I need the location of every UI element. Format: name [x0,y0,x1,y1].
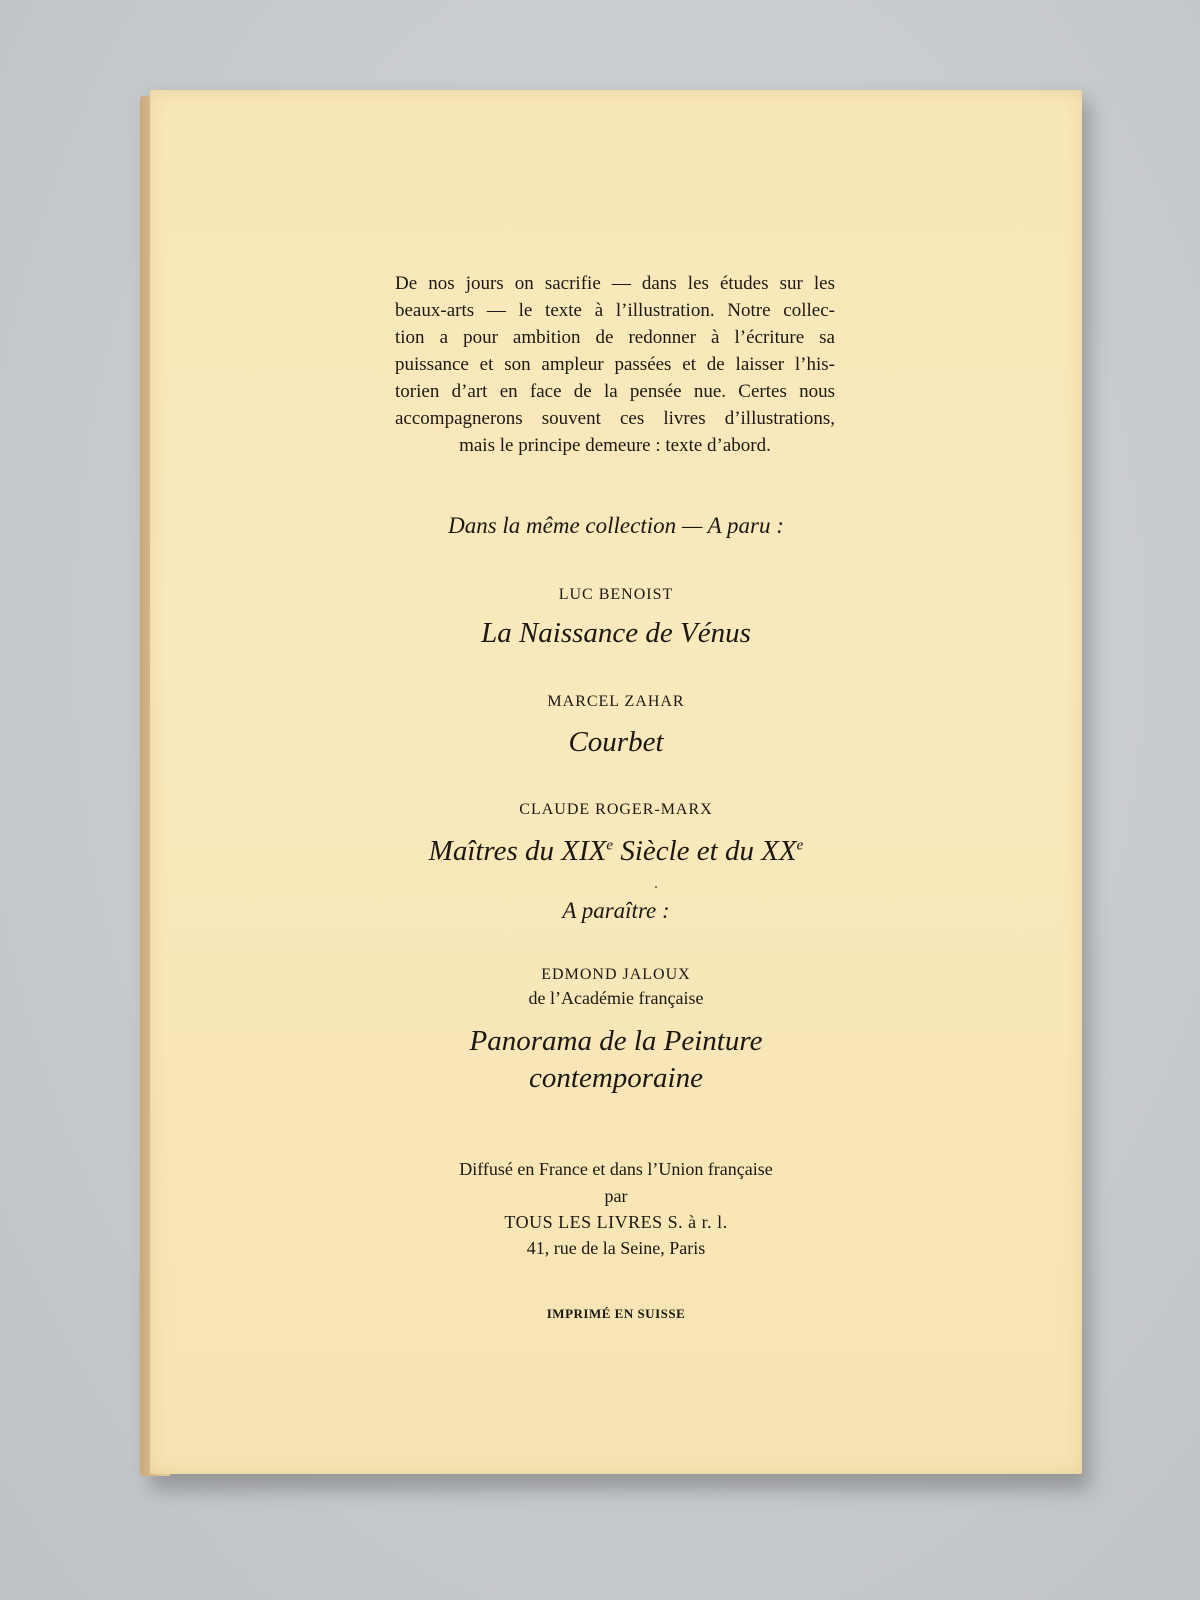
book-title [150,835,1082,868]
intro-line: puissance et son ampleur passées et de laisser l’his- [395,354,835,375]
book-title: La Naissance de Vénus [481,617,751,649]
forthcoming-title-line: contemporaine [529,1062,703,1094]
intro-line: beaux-arts — le texte à l’illustration. Notre collec- [395,300,835,321]
book-author: LUC BENOIST [558,586,674,603]
intro-line: torien d’art en face de la pensée nue. Certes nous [395,381,835,402]
book-author: MARCEL ZAHAR [547,693,685,710]
intro-line: De nos jours on sacrifie — dans les études sur les [395,273,835,294]
publisher-address: 41, rue de la Seine, Paris [526,1238,706,1258]
distribution-line: par [604,1186,628,1206]
title-part: Maîtres du XIX [428,835,607,867]
stray-dot [655,886,657,888]
intro-line: mais le principe demeure : texte d’abord. [459,435,771,456]
publisher-name: TOUS LES LIVRES S. à r. l. [504,1212,728,1232]
forthcoming-author: EDMOND JALOUX [541,966,691,983]
imprint-note: IMPRIMÉ EN SUISSE [546,1306,686,1321]
superscript: e [606,837,614,854]
book-back-cover [150,90,1082,1474]
book-author: CLAUDE ROGER-MARX [519,801,713,818]
intro-line: accompagnerons souvent ces livres d’illustrations, [395,408,835,429]
forthcoming-affiliation: de l’Académie française [528,988,704,1008]
book-title: Courbet [568,726,664,758]
cover-content [150,90,1082,1474]
intro-line: tion a pour ambition de redonner à l’écriture sa [395,327,835,348]
intro-paragraph [395,270,835,459]
forthcoming-heading: A paraître : [562,898,670,923]
distribution-line: Diffusé en France et dans l’Union française [459,1159,773,1179]
published-heading: Dans la même collection — A paru : [448,513,784,538]
title-part: Siècle et du XX [613,835,797,867]
forthcoming-title-line: Panorama de la Peinture [469,1025,763,1057]
superscript: e [796,837,804,854]
